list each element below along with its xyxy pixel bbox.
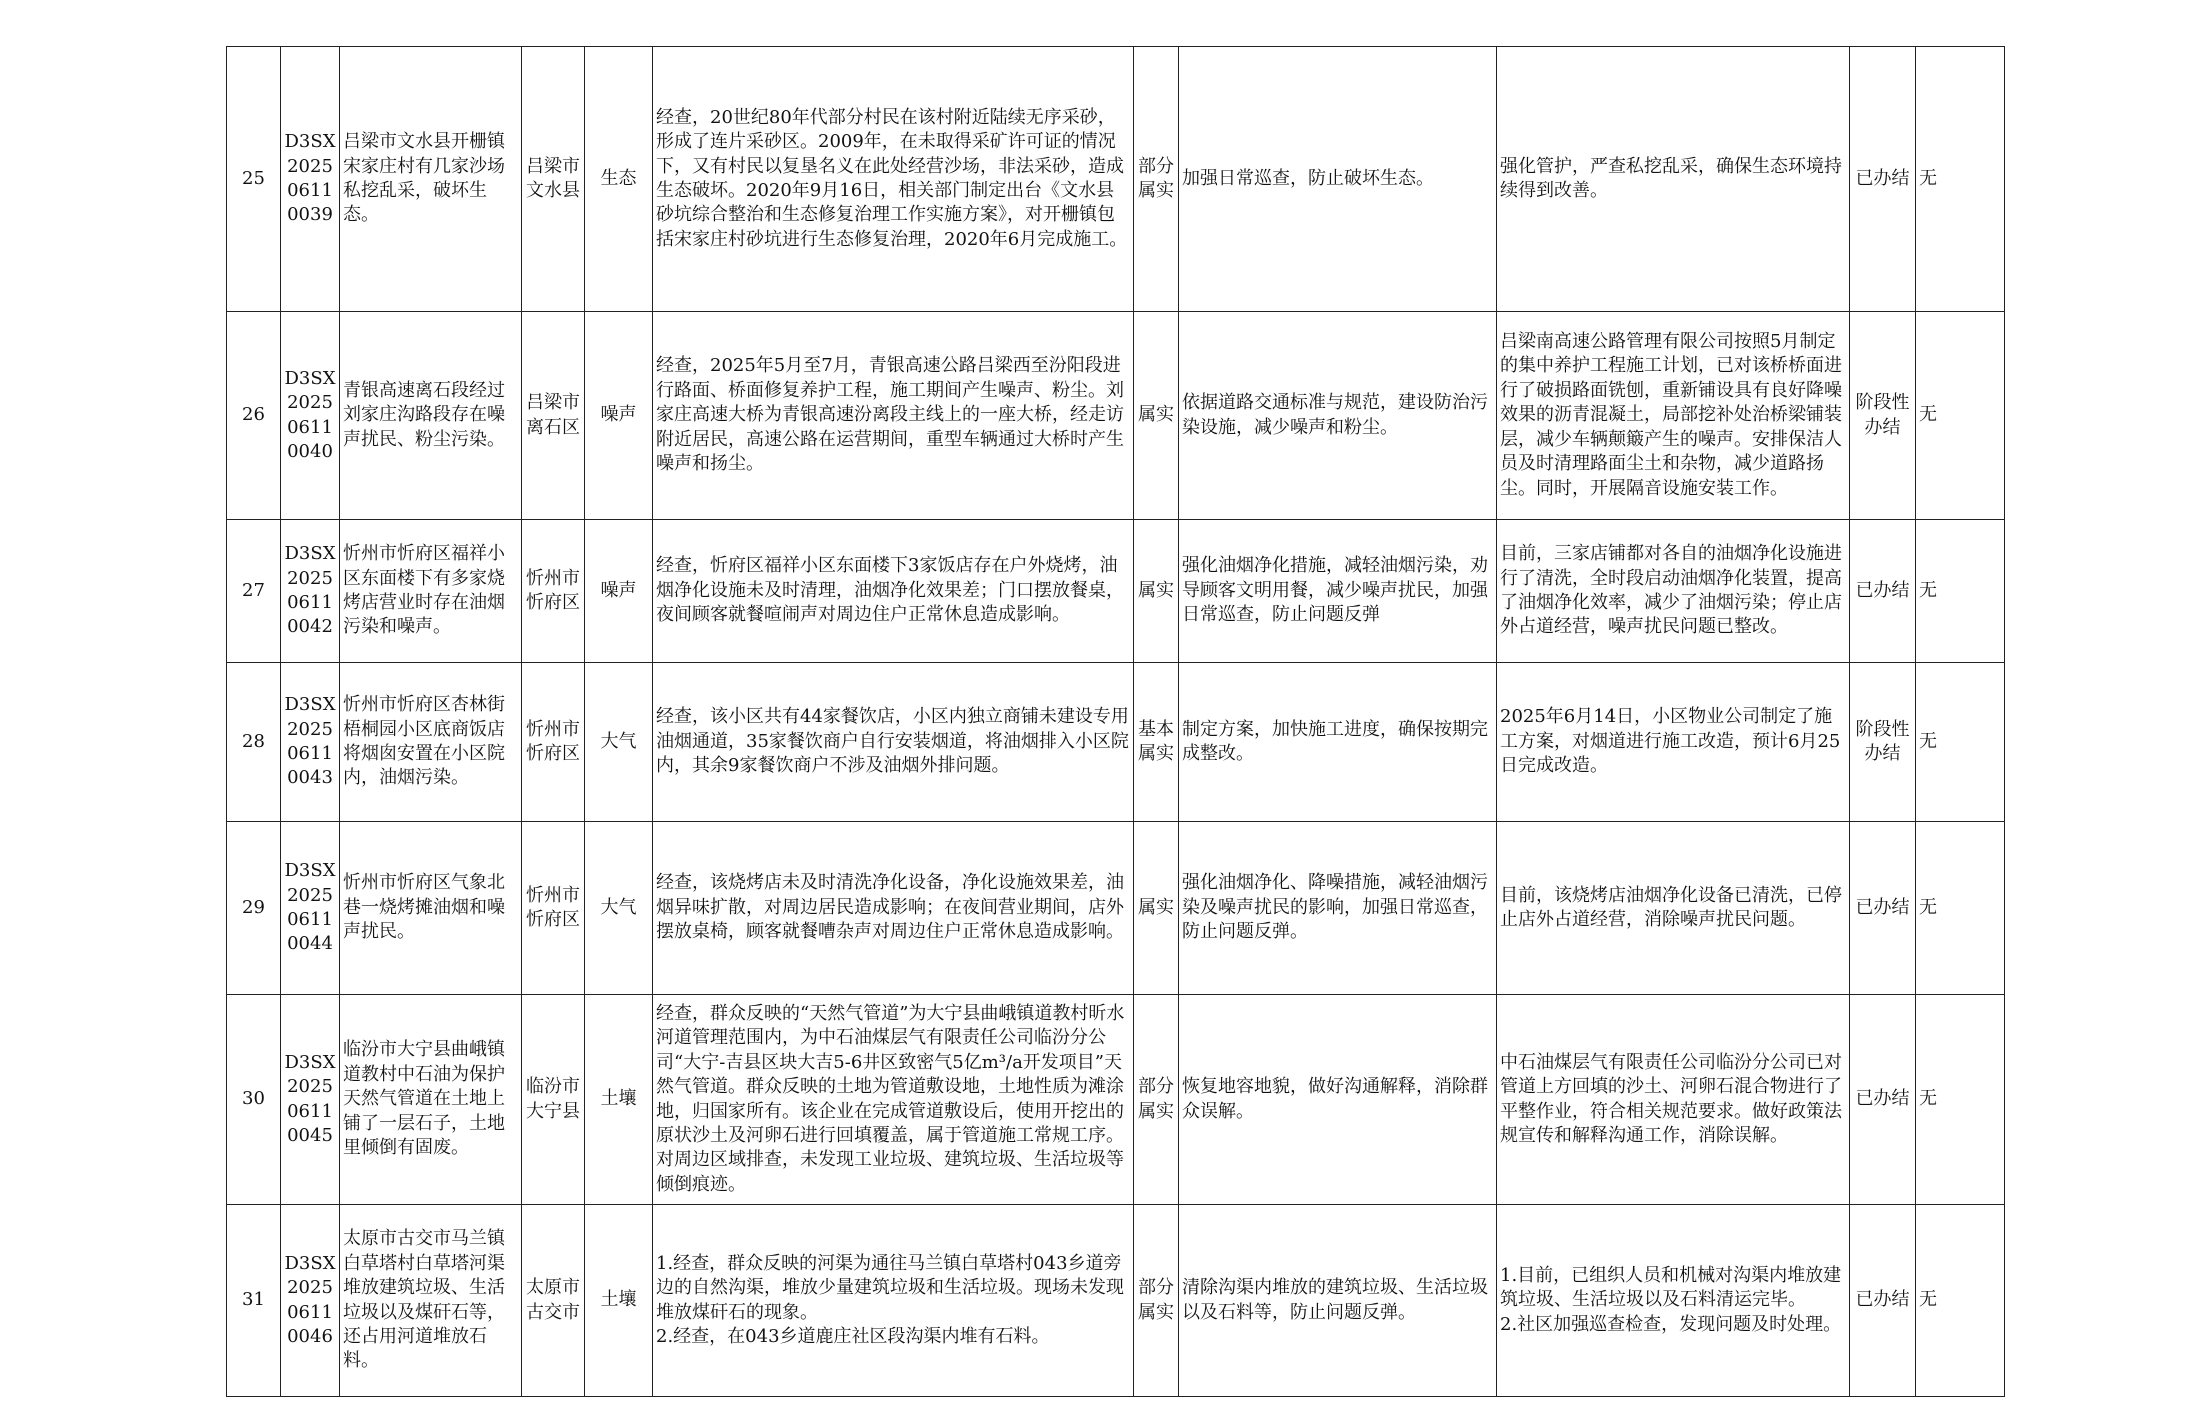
row-number: 25	[227, 47, 281, 312]
accountability-note: 无	[1916, 1205, 2005, 1397]
table-row	[227, 995, 2005, 1205]
row-number: 30	[227, 995, 281, 1205]
case-code: D3SX202506110045	[281, 995, 340, 1205]
verification-result: 基本属实	[1134, 663, 1179, 822]
pollution-type: 生态	[585, 47, 653, 312]
admin-area: 太原市古交市	[522, 1205, 585, 1397]
rectification-measure: 强化油烟净化措施，减轻油烟污染，劝导顾客文明用餐，减少噪声扰民，加强日常巡查，防止问题反弹	[1179, 520, 1497, 663]
admin-area: 忻州市忻府区	[522, 663, 585, 822]
pollution-type: 噪声	[585, 312, 653, 520]
investigation-finding: 1.经查，群众反映的河渠为通往马兰镇白草塔村043乡道旁边的自然沟渠，堆放少量建筑垃圾和生活垃圾。现场未发现堆放煤矸石的现象。 2.经查，在043乡道鹿庄社区段沟渠内堆有石料。	[653, 1205, 1134, 1397]
row-number: 27	[227, 520, 281, 663]
closure-status: 已办结	[1850, 47, 1916, 312]
case-code: D3SX202506110040	[281, 312, 340, 520]
rectification-progress: 目前，三家店铺都对各自的油烟净化设施进行了清洗，全时段启动油烟净化装置，提高了油烟净化效率，减少了油烟污染；停止店外占道经营，噪声扰民问题已整改。	[1497, 520, 1850, 663]
row-number: 29	[227, 822, 281, 995]
rectification-measure: 清除沟渠内堆放的建筑垃圾、生活垃圾以及石料等，防止问题反弹。	[1179, 1205, 1497, 1397]
table-body	[227, 47, 2005, 1397]
closure-status: 已办结	[1850, 995, 1916, 1205]
rectification-progress: 强化管护，严查私挖乱采，确保生态环境持续得到改善。	[1497, 47, 1850, 312]
pollution-type: 大气	[585, 663, 653, 822]
issue-description: 青银高速离石段经过刘家庄沟路段存在噪声扰民、粉尘污染。	[340, 312, 522, 520]
rectification-measure: 依据道路交通标准与规范，建设防治污染设施，减少噪声和粉尘。	[1179, 312, 1497, 520]
table-row	[227, 1205, 2005, 1397]
admin-area: 忻州市忻府区	[522, 520, 585, 663]
rectification-progress: 吕梁南高速公路管理有限公司按照5月制定的集中养护工程施工计划，已对该桥桥面进行了破损路面铣刨，重新铺设具有良好降噪效果的沥青混凝土，局部挖补处治桥梁铺装层，减少车辆颠簸产生的噪声。安排保洁人员及时清理路面尘土和杂物，减少道路扬尘。同时，开展隔音设施安装工作。	[1497, 312, 1850, 520]
rectification-progress: 2025年6月14日，小区物业公司制定了施工方案，对烟道进行施工改造，预计6月25日完成改造。	[1497, 663, 1850, 822]
investigation-finding: 经查，该小区共有44家餐饮店，小区内独立商铺未建设专用油烟通道，35家餐饮商户自行安装烟道，将油烟排入小区院内，其余9家餐饮商户不涉及油烟外排问题。	[653, 663, 1134, 822]
closure-status: 阶段性办结	[1850, 663, 1916, 822]
accountability-note: 无	[1916, 312, 2005, 520]
accountability-note: 无	[1916, 520, 2005, 663]
rectification-measure: 制定方案，加快施工进度，确保按期完成整改。	[1179, 663, 1497, 822]
verification-result: 属实	[1134, 520, 1179, 663]
pollution-type: 大气	[585, 822, 653, 995]
table-row	[227, 47, 2005, 312]
investigation-finding: 经查，20世纪80年代部分村民在该村附近陆续无序采砂，形成了连片采砂区。2009年，在未取得采矿许可证的情况下，又有村民以复垦名义在此处经营沙场，非法采砂，造成生态破坏。2020年9月16日，相关部门制定出台《文水县砂坑综合整治和生态修复治理工作实施方案》，对开栅镇包括宋家庄村砂坑进行生态修复治理，2020年6月完成施工。	[653, 47, 1134, 312]
issue-description: 临汾市大宁县曲峨镇道教村中石油为保护天然气管道在土地上铺了一层石子，土地里倾倒有固废。	[340, 995, 522, 1205]
rectification-progress: 目前，该烧烤店油烟净化设备已清洗，已停止店外占道经营，消除噪声扰民问题。	[1497, 822, 1850, 995]
row-number: 31	[227, 1205, 281, 1397]
pollution-type: 土壤	[585, 1205, 653, 1397]
row-number: 26	[227, 312, 281, 520]
closure-status: 已办结	[1850, 520, 1916, 663]
rectification-progress: 中石油煤层气有限责任公司临汾分公司已对管道上方回填的沙土、河卵石混合物进行了平整作业，符合相关规范要求。做好政策法规宣传和解释沟通工作，消除误解。	[1497, 995, 1850, 1205]
accountability-note: 无	[1916, 995, 2005, 1205]
accountability-note: 无	[1916, 822, 2005, 995]
verification-result: 部分属实	[1134, 1205, 1179, 1397]
case-code: D3SX202506110042	[281, 520, 340, 663]
rectification-measure: 恢复地容地貌，做好沟通解释，消除群众误解。	[1179, 995, 1497, 1205]
pollution-type: 噪声	[585, 520, 653, 663]
rectification-measure: 强化油烟净化、降噪措施，减轻油烟污染及噪声扰民的影响，加强日常巡查，防止问题反弹。	[1179, 822, 1497, 995]
admin-area: 忻州市忻府区	[522, 822, 585, 995]
verification-result: 部分属实	[1134, 995, 1179, 1205]
pollution-type: 土壤	[585, 995, 653, 1205]
case-code: D3SX202506110043	[281, 663, 340, 822]
row-number: 28	[227, 663, 281, 822]
investigation-finding: 经查，该烧烤店未及时清洗净化设备，净化设施效果差，油烟异味扩散，对周边居民造成影响；在夜间营业期间，店外摆放桌椅，顾客就餐嘈杂声对周边住户正常休息造成影响。	[653, 822, 1134, 995]
rectification-measure: 加强日常巡查，防止破坏生态。	[1179, 47, 1497, 312]
investigation-finding: 经查，忻府区福祥小区东面楼下3家饭店存在户外烧烤，油烟净化设施未及时清理，油烟净化效果差；门口摆放餐桌，夜间顾客就餐喧闹声对周边住户正常休息造成影响。	[653, 520, 1134, 663]
accountability-note: 无	[1916, 47, 2005, 312]
issue-description: 忻州市忻府区杏林街梧桐园小区底商饭店将烟囱安置在小区院内，油烟污染。	[340, 663, 522, 822]
admin-area: 吕梁市文水县	[522, 47, 585, 312]
rectification-progress: 1.目前，已组织人员和机械对沟渠内堆放建筑垃圾、生活垃圾以及石料清运完毕。 2.社区加强巡查检查，发现问题及时处理。	[1497, 1205, 1850, 1397]
investigation-finding: 经查，2025年5月至7月，青银高速公路吕梁西至汾阳段进行路面、桥面修复养护工程，施工期间产生噪声、粉尘。刘家庄高速大桥为青银高速汾离段主线上的一座大桥，经走访附近居民，高速公路在运营期间，重型车辆通过大桥时产生噪声和扬尘。	[653, 312, 1134, 520]
table-row	[227, 822, 2005, 995]
issue-description: 吕梁市文水县开栅镇宋家庄村有几家沙场私挖乱采，破坏生态。	[340, 47, 522, 312]
admin-area: 临汾市大宁县	[522, 995, 585, 1205]
case-code: D3SX202506110039	[281, 47, 340, 312]
closure-status: 已办结	[1850, 1205, 1916, 1397]
investigation-finding: 经查，群众反映的“天然气管道”为大宁县曲峨镇道教村昕水河道管理范围内，为中石油煤层气有限责任公司临汾分公司“大宁-吉县区块大吉5-6井区致密气5亿m³/a开发项目”天然气管道。群众反映的土地为管道敷设地，土地性质为滩涂地，归国家所有。该企业在完成管道敷设后，使用开挖出的原状沙土及河卵石进行回填覆盖，属于管道施工常规工序。对周边区域排查，未发现工业垃圾、建筑垃圾、生活垃圾等倾倒痕迹。	[653, 995, 1134, 1205]
case-code: D3SX202506110046	[281, 1205, 340, 1397]
verification-result: 属实	[1134, 822, 1179, 995]
admin-area: 吕梁市离石区	[522, 312, 585, 520]
verification-result: 部分属实	[1134, 47, 1179, 312]
issue-description: 忻州市忻府区气象北巷一烧烤摊油烟和噪声扰民。	[340, 822, 522, 995]
case-code: D3SX202506110044	[281, 822, 340, 995]
closure-status: 阶段性办结	[1850, 312, 1916, 520]
accountability-note: 无	[1916, 663, 2005, 822]
table-row	[227, 663, 2005, 822]
table-row	[227, 312, 2005, 520]
issue-description: 忻州市忻府区福祥小区东面楼下有多家烧烤店营业时存在油烟污染和噪声。	[340, 520, 522, 663]
issue-description: 太原市古交市马兰镇白草塔村白草塔河渠堆放建筑垃圾、生活垃圾以及煤矸石等，还占用河道堆放石料。	[340, 1205, 522, 1397]
closure-status: 已办结	[1850, 822, 1916, 995]
complaint-table	[226, 46, 2005, 1397]
table-row	[227, 520, 2005, 663]
verification-result: 属实	[1134, 312, 1179, 520]
